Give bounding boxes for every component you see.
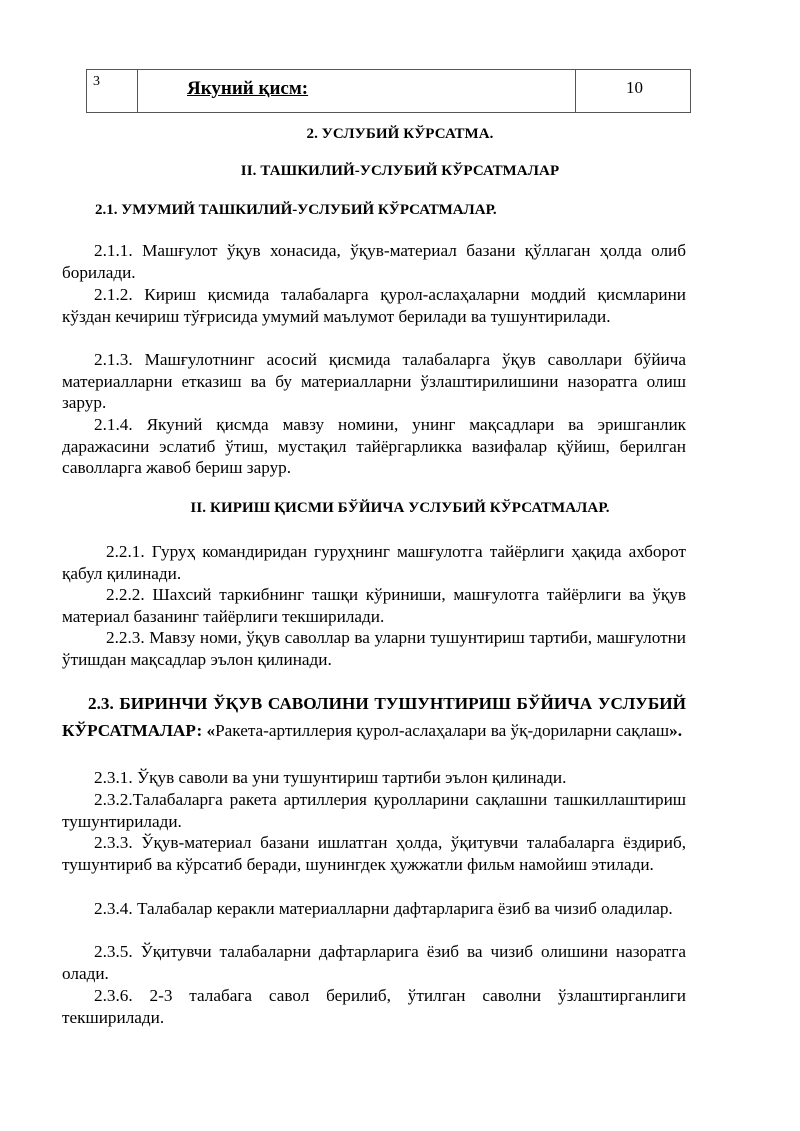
row-title-cell bbox=[138, 70, 576, 113]
row-number-cell: 3 bbox=[87, 70, 138, 113]
row-value-cell: 10 bbox=[576, 70, 691, 113]
heading-introduction-guidelines: II. КИРИШ ҚИСМИ БЎЙИЧА УСЛУБИЙ КЎРСАТМАЛАР. bbox=[190, 500, 610, 516]
paragraph-2-1-1: 2.1.1. Машғулот ўқув хонасида, ўқув-материал базани қўллаган ҳолда олиб борилади. bbox=[62, 241, 686, 282]
paragraph-2-1-2: 2.1.2. Кириш қисмида талабаларга қурол-аслаҳаларни моддий қисмларини кўздан кечириш тўғрисида умумий маълумот берилади ва тушунтирилади. bbox=[62, 285, 686, 326]
heading-first-question-guidelines: 2.3. БИРИНЧИ ЎҚУВ САВОЛИНИ ТУШУНТИРИШ БЎЙИЧА УСЛУБИЙ КЎРСАТМАЛАР: «Ракета-артиллерия қурол-аслаҳалари ва ўқ-дориларни сақлаш». bbox=[62, 694, 686, 740]
paragraph-2-2-2: 2.2.2. Шахсий таркибнинг ташқи кўриниши, машғулотга тайёрлиги ва ўқув материал базанинг тайёрлиги текширилади. bbox=[62, 585, 686, 626]
row-title: Якуний қисм: bbox=[187, 78, 309, 99]
paragraph-2-3-1: 2.3.1. Ўқув саволи ва уни тушунтириш тартиби эълон қилинади. bbox=[94, 768, 567, 787]
summary-table bbox=[86, 69, 691, 113]
paragraph-2-3-4: 2.3.4. Талабалар керакли материалларни дафтарларига ёзиб ва чизиб оладилар. bbox=[94, 899, 673, 918]
paragraph-2-3-6: 2.3.6. 2-3 талабага савол берилиб, ўтилган саволни ўзлаштирганлиги текширилади. bbox=[62, 986, 686, 1027]
paragraph-2-3-3: 2.3.3. Ўқув-материал базани ишлатган ҳолда, ўқитувчи талабаларга ёздириб, тушунтириб ва кўрсатиб беради, шунингдек ҳужжатли фильм намойиш этилади. bbox=[62, 833, 686, 874]
paragraph-2-1-4: 2.1.4. Якуний қисмда мавзу номини, унинг мақсадлари ва эришганлик даражасини эслатиб ўтиш, мустақил тайёргарликка вазифалар қўйиш, берилган саволларга жавоб бериш зарур. bbox=[62, 415, 686, 478]
heading-organizational: II. ТАШКИЛИЙ-УСЛУБИЙ КЎРСАТМАЛАР bbox=[240, 163, 560, 179]
paragraph-2-2-3: 2.2.3. Мавзу номи, ўқув саволлар ва уларни тушунтириш тартиби, машғулотни ўтишдан мақсадлар эълон қилинади. bbox=[62, 628, 686, 669]
heading-methodical-guide: 2. УСЛУБИЙ КЎРСАТМА. bbox=[306, 126, 494, 142]
paragraph-2-1-3: 2.1.3. Машғулотнинг асосий қисмида талабаларга ўқув саволлари бўйича материалларни етказиш ва бу материалларни ўзлаштирилишини назоратга олиш зарур. bbox=[62, 350, 686, 413]
paragraph-2-2-1: 2.2.1. Гуруҳ командиридан гуруҳнинг машғулотга тайёрлиги ҳақида ахборот қабул қилинади. bbox=[62, 542, 686, 583]
paragraph-2-3-2: 2.3.2.Талабаларга ракета артиллерия қуролларини сақлашни ташкиллаштириш тушунтирилади. bbox=[62, 790, 686, 831]
paragraph-2-3-5: 2.3.5. Ўқитувчи талабаларни дафтарларига ёзиб ва чизиб олишини назоратга олади. bbox=[62, 942, 686, 983]
table-row bbox=[87, 70, 691, 113]
heading-general-guidelines: 2.1. УМУМИЙ ТАШКИЛИЙ-УСЛУБИЙ КЎРСАТМАЛАР. bbox=[95, 202, 497, 218]
